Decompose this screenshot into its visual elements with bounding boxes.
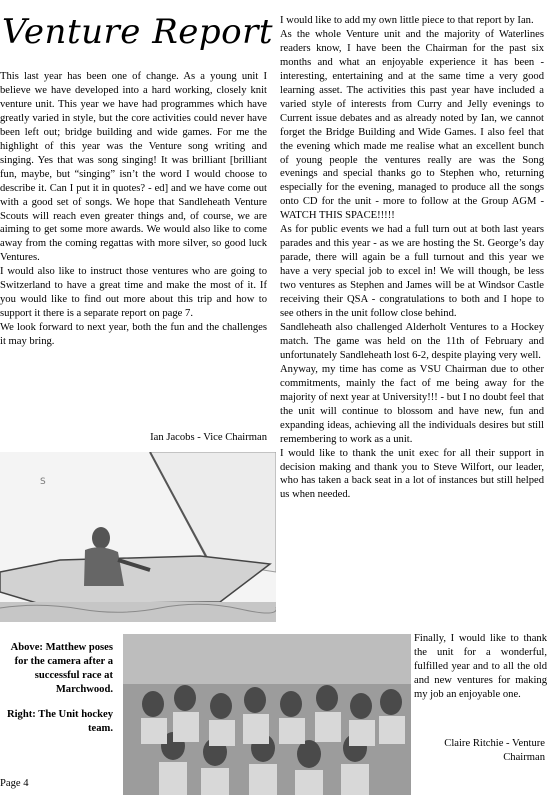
closing-paragraph: Finally, I would like to thank the unit for a wonderful, fulfilled year and to all the old and new ventures for making my job an enjoyable one.: [414, 633, 547, 700]
photo-captions: [0, 641, 113, 737]
article-paragraph: We look forward to next year, both the fun and the challenges it may bring.: [0, 322, 267, 348]
article-paragraph: This last year has been one of change. As a young unit I believe we have developed into a hard working, closely knit venture unit. This year we have had programmes which have greatly varied in style, but the core activities could never have been left out; bridge building and wide games. For me the highlight of this year was the Venture song writing and singing. Yes that was song singing! It was brilliant [brilliant fun, maybe, but “singing” isn’t the word I would choose to describe it. Can I put it in quotes? - ed] and we have come out with a good set of songs. We hope that Sandleheath Venture Scouts will reach even greater things and, of course, we are aiming to get some more awards. We would also like to come away from the coming regattas with more silver, so good luck Ventures.: [0, 71, 267, 264]
sailing-photo-illustration: [0, 452, 276, 622]
left-column-article: [0, 70, 267, 349]
article-paragraph: Sandleheath also challenged Alderholt Ventures to a Hockey match. The game was held on the 11th of February and unfortunately Sandleheath lost 6-2, despite playing very well.: [280, 321, 544, 361]
page-number: Page 4: [0, 778, 29, 789]
article-paragraph: I would like to thank the unit exec for all their support in decision making and thank you to Steve Wilfort, our leader, who has taken a back seat in a lot of instances but still helped us when needed.: [280, 447, 544, 501]
caption-right: Right: The Unit hockey team.: [6, 709, 113, 735]
right-column-article: [280, 14, 544, 502]
sailing-photo: [0, 452, 276, 622]
article-paragraph: As the whole Venture unit and the majority of Waterlines readers know, I have been the Chairman for the past six months and what an enjoyable experience it has been - interesting, entertaining and at the same time a very good learning asset. The activities this past year have included a varied style of interests from Curry and Jelly evenings to Current issue debates and as already noted by Ian, we cannot forget the Bridge Building and Wide Games. I also feel that the evening which made me realise what an excellent bunch of young people the ventures really are was the Song evenings and special thanks go to Stephen who, returning especially for the evening, managed to produce all the songs onto CD for the unit - more to follow at the Group AGM - WATCH THIS SPACE!!!!!: [280, 28, 544, 222]
article-paragraph: I would also like to instruct those ventures who are going to Switzerland to have a great time and make the most of it. If you would like to find out more about this trip and how to support it there is a separate report on page 7.: [0, 266, 267, 320]
article-paragraph: Anyway, my time has come as VSU Chairman due to other commitments, mainly the fact of me being away for the majority of next year at University!!! - but I no doubt feel that the unit will continue to blossom and have new, fun and expanding ideas, achieving all the individuals desires but still remembering to work as a unit.: [280, 363, 544, 445]
article-paragraph: As for public events we had a full turn out at both last years parades and this year - as we are hosting the St. George’s day parade, there will again be a full turnout and this year we have a very special job to excel in! We will though, be less two ventures as Stephen and James will be at Windsor Castle receiving their QSA - congratulations to both and I hope to see others in the unit follow close behind.: [280, 224, 544, 320]
article-paragraph: I would like to add my own little piece to that report by Ian.: [280, 15, 534, 26]
caption-above: Above: Matthew poses for the camera after a successful race at Marchwood.: [10, 642, 113, 696]
author-signoff-right: Claire Ritchie - Venture Chairman: [444, 738, 545, 763]
hockey-team-photo-illustration: [123, 634, 411, 795]
svg-text:S: S: [40, 477, 46, 487]
hockey-team-photo: [123, 634, 411, 795]
page-title: Venture Report: [2, 12, 274, 52]
author-signoff-left: Ian Jacobs - Vice Chairman: [150, 432, 267, 443]
